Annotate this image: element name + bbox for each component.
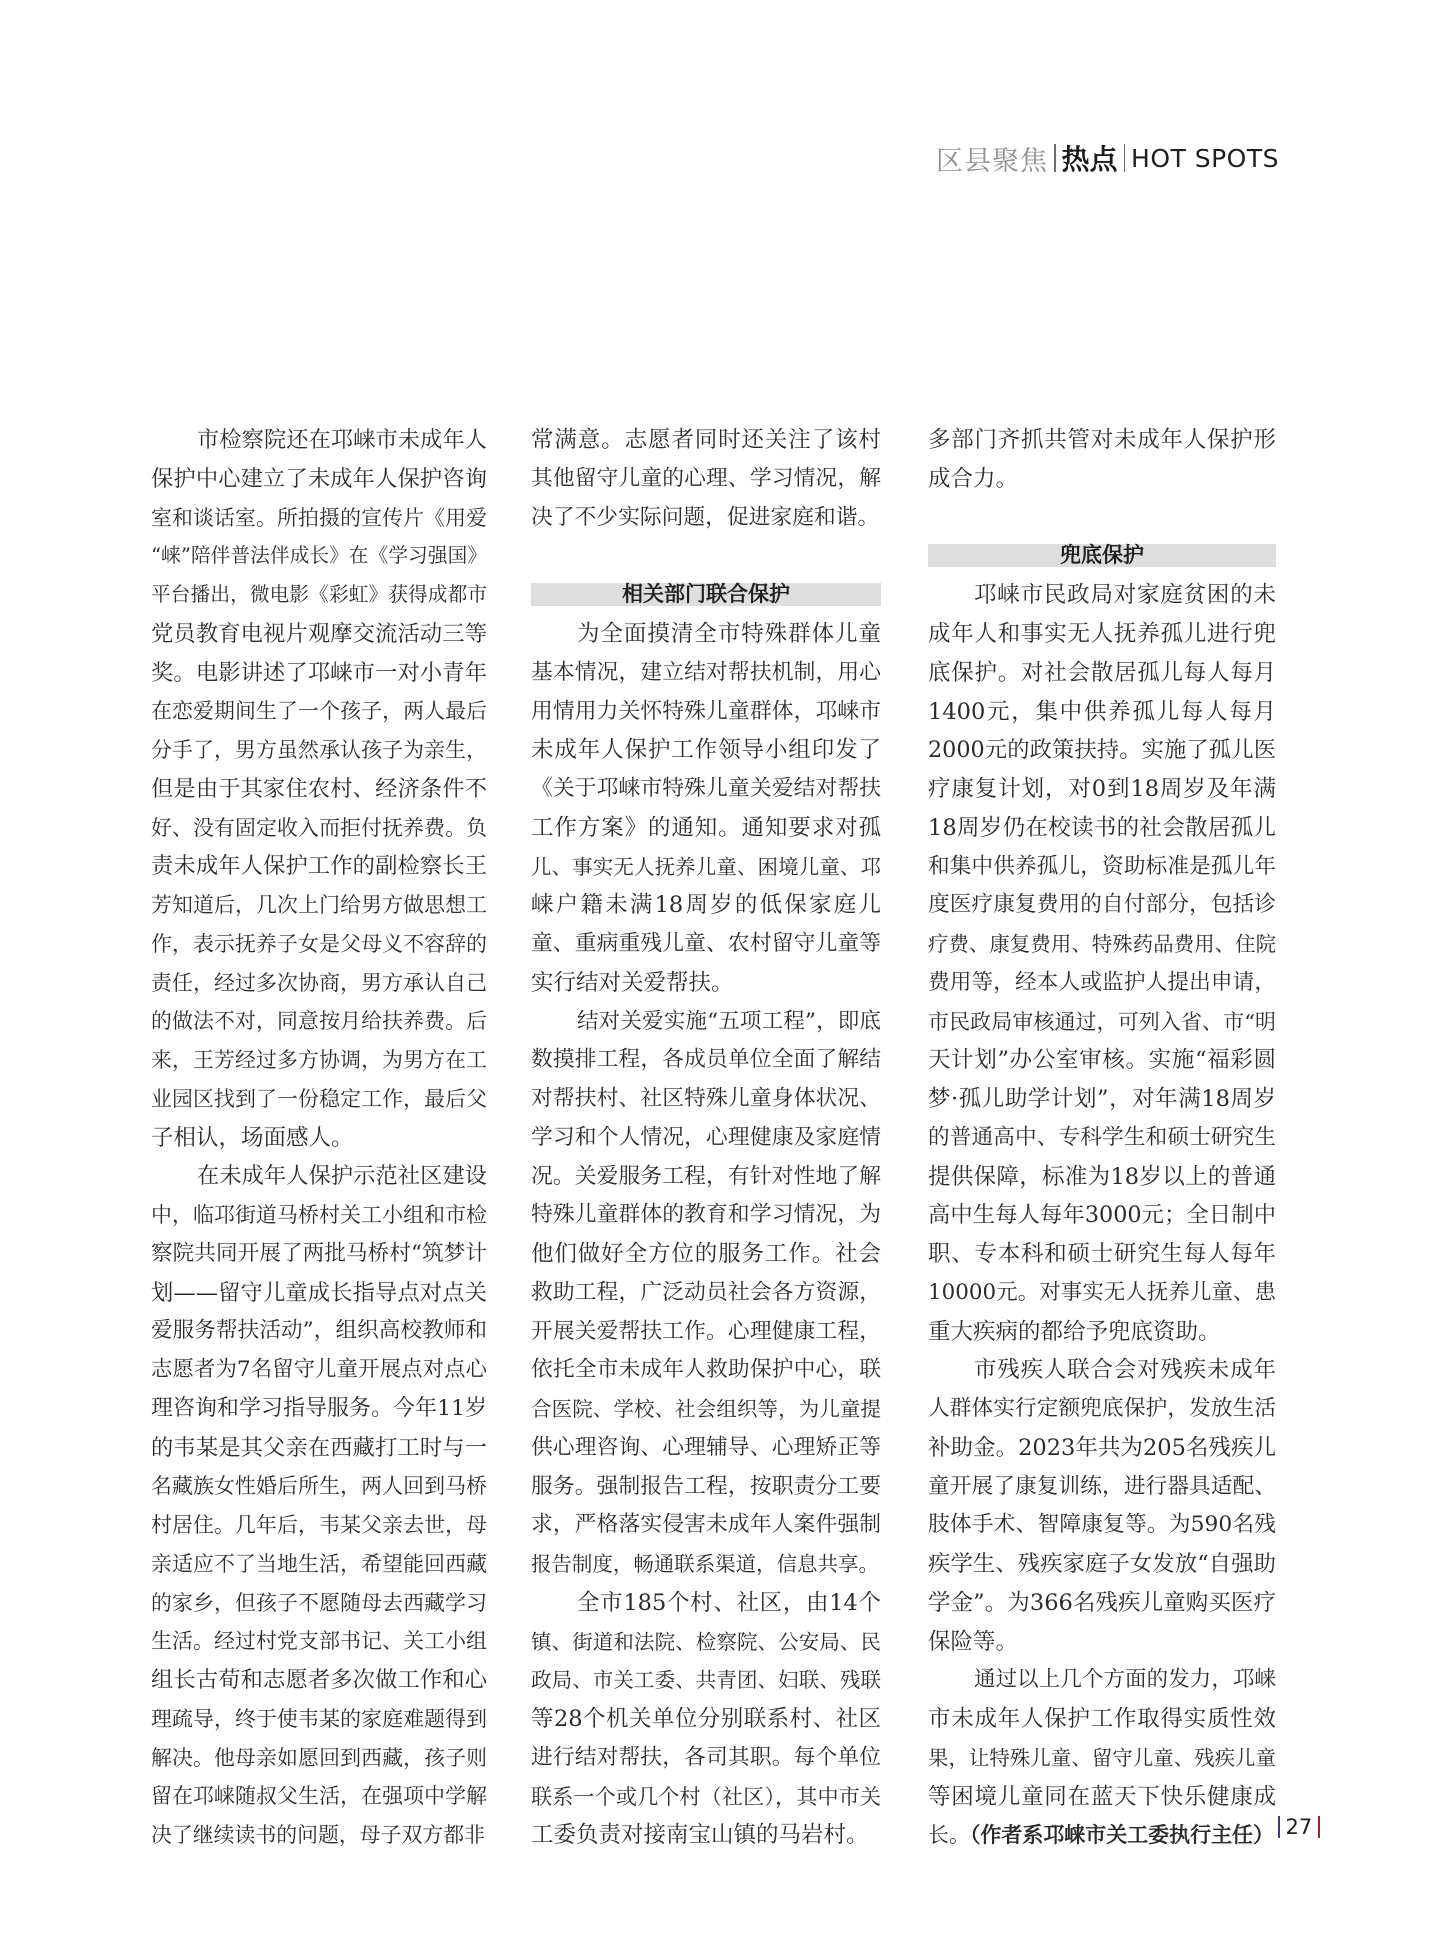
paragraph-line: 名藏族女性婚后所生，两人回到马桥 (151, 1474, 487, 1499)
running-header (936, 138, 1279, 178)
paragraph-line: 察院共同开展了两批马桥村“筑梦计 (151, 1240, 487, 1266)
paragraph-line: 2000元的政策扶持。实施了孤儿医 (928, 737, 1276, 764)
paragraph-line: 童、重病重残儿童、农村留守儿童等 (531, 931, 881, 956)
header-hot-label: 热点 (1061, 143, 1118, 176)
paragraph-line: 子相认，场面感人。 (151, 1124, 354, 1151)
paragraph-line: 救助工程，广泛动员社会各方资源， (531, 1279, 881, 1305)
paragraph-line: 底保护。对社会散居孤儿每人每月 (928, 659, 1276, 686)
paragraph-line: 理疏导，终于使韦某的家庭难题得到 (151, 1706, 487, 1731)
paragraph-line: 的普通高中、专科学生和硕士研究生 (928, 1124, 1276, 1150)
section-heading: 相关部门联合保护 (531, 583, 881, 606)
paragraph-line: 芳知道后，几次上门给男方做思想工 (151, 893, 487, 917)
header-divider (1124, 144, 1126, 172)
paragraph-line: 村居住。几年后，韦某父亲去世，母 (151, 1513, 487, 1537)
paragraph-line: 亲适应不了当地生活，希望能回西藏 (151, 1551, 487, 1576)
paragraph-line: 市民政局审核通过，可列入省、市“明 (928, 1009, 1276, 1034)
paragraph-line: 儿、事实无人抚养儿童、困境儿童、邛 (531, 854, 881, 879)
paragraph-line: 崃户籍未满18周岁的低保家庭儿 (531, 892, 881, 919)
paragraph-line: 常满意。志愿者同时还关注了该村 (531, 427, 881, 453)
paragraph-line: 责任，经过多次协商，男方承认自己 (151, 970, 487, 995)
paragraph-line: 划——留守儿童成长指导点对点关 (151, 1279, 487, 1306)
article-column-3 (928, 421, 1276, 1855)
paragraph-line: 等困境儿童同在蓝天下快乐健康成 (928, 1783, 1276, 1810)
article-column-2 (531, 421, 881, 1855)
page-number (1272, 1815, 1326, 1839)
paragraph-line: 梦·孤儿助学计划”，对年满18周岁 (928, 1086, 1276, 1112)
paragraph-line: 果，让特殊儿童、留守儿童、残疾儿童 (928, 1745, 1276, 1770)
paragraph-line (928, 1816, 1276, 1855)
paragraph-line: 未成年人保护工作领导小组印发了 (531, 737, 881, 764)
paragraph-line: 成合力。 (928, 465, 1019, 492)
header-english-label: HOT SPOTS (1131, 143, 1279, 173)
paragraph-line: 进行结对帮扶，各司其职。每个单位 (531, 1744, 881, 1770)
paragraph-line: 市检察院还在邛崃市未成年人 (197, 427, 487, 453)
paragraph-line: 生活。经过村党支部书记、关工小组 (151, 1629, 487, 1654)
paragraph-line: 志愿者为7名留守儿童开展点对点心 (151, 1357, 487, 1382)
paragraph-line: 实行结对关爱帮扶。 (531, 969, 734, 996)
paragraph-line: 的韦某是其父亲在西藏打工时与一 (151, 1434, 487, 1461)
paragraph-line: 数摸排工程，各成员单位全面了解结 (531, 1047, 881, 1073)
header-section-name: 区县聚焦 (936, 145, 1049, 177)
page-number-value: 27 (1285, 1815, 1313, 1839)
paragraph-line: 结对关爱实施“五项工程”，即底 (577, 1008, 881, 1034)
paragraph-line: 留在邛崃随叔父生活，在强项中学解 (151, 1784, 487, 1809)
paragraph-line: 好、没有固定收入而拒付抚养费。负 (151, 815, 487, 840)
paragraph-line: 基本情况，建立结对帮扶机制，用心 (531, 659, 881, 685)
section-gap (928, 499, 1276, 538)
paragraph-line: 平台播出，微电影《彩虹》获得成都市 (151, 583, 487, 606)
paragraph-line: 其他留守儿童的心理、学习情况，解 (531, 465, 881, 491)
paragraph-line: 的做法不对，同意按月给扶养费。后 (151, 1009, 487, 1034)
closing-text: 长。 (928, 1823, 970, 1848)
paragraph-line: 特殊儿童群体的教育和学习情况，为 (531, 1202, 881, 1228)
paragraph-line: 度医疗康复费用的自付部分，包括诊 (928, 892, 1276, 918)
paragraph-line: 在恋爱期间生了一个孩子，两人最后 (151, 699, 487, 724)
paragraph-line: 解决。他母亲如愿回到西藏，孩子则 (151, 1745, 487, 1770)
paragraph-line: 疾学生、残疾家庭子女发放“自强助 (928, 1551, 1276, 1577)
section-gap (531, 537, 881, 576)
page-number-divider (1318, 1816, 1320, 1838)
paragraph-line: 重大疾病的都给予兜底资助。 (928, 1318, 1221, 1345)
paragraph-line: 《关于邛崃市特殊儿童关爱结对帮扶 (531, 776, 881, 801)
paragraph-line: 决了继续读书的问题，母子双方都非 (151, 1823, 485, 1847)
paragraph-line: 报告制度，畅通联系渠道，信息共享。 (531, 1552, 879, 1576)
paragraph-line: 18周岁仍在校读书的社会散居孤儿 (928, 814, 1276, 841)
article-column-1 (151, 421, 487, 1855)
paragraph-line: 党员教育电视片观摩交流活动三等 (151, 620, 487, 647)
paragraph-line: 高中生每人每年3000元；全日制中 (928, 1202, 1276, 1229)
paragraph-line: 决了不少实际问题，促进家庭和谐。 (531, 504, 880, 530)
paragraph-line: 爱服务帮扶活动”，组织高校教师和 (151, 1318, 487, 1344)
paragraph-line: 供心理咨询、心理辅导、心理矫正等 (531, 1434, 881, 1460)
paragraph-line: 等28个机关单位分别联系村、社区 (531, 1706, 881, 1732)
paragraph-line: 镇、街道和法院、检察院、公安局、民 (531, 1629, 881, 1654)
paragraph-line: 况。关爱服务工程，有针对性地了解 (531, 1163, 881, 1189)
paragraph-line: 他们做好全方位的服务工作。社会 (531, 1241, 881, 1267)
paragraph-line: 人群体实行定额兜底保护，发放生活 (928, 1396, 1276, 1421)
paragraph-line: 合医院、学校、社会组织等，为儿童提 (531, 1397, 881, 1421)
paragraph-line: 理咨询和学习指导服务。今年11岁 (151, 1395, 487, 1421)
paragraph-line: 职、专本科和硕士研究生每人每年 (928, 1241, 1276, 1267)
paragraph-line: 中，临邛街道马桥村关工小组和市检 (151, 1203, 487, 1227)
paragraph-line: 来，王芳经过多方协调，为男方在工 (151, 1048, 487, 1072)
paragraph-line: 邛崃市民政局对家庭贫困的未 (974, 582, 1276, 609)
paragraph-line: 求，严格落实侵害未成年人案件强制 (531, 1512, 881, 1538)
paragraph-line: 全市185个村、社区，由14个 (577, 1589, 881, 1616)
paragraph-line: 童开展了康复训练，进行器具适配、 (928, 1473, 1276, 1499)
paragraph-line: 室和谈话室。所拍摄的宣传片《用爱 (151, 505, 487, 530)
paragraph-line: 政局、市关工委、共青团、妇联、残联 (531, 1668, 881, 1693)
paragraph-line: 但是由于其家住农村、经济条件不 (151, 775, 487, 802)
paragraph-line: 学金”。为366名残疾儿童购买医疗 (928, 1589, 1276, 1616)
paragraph-line: “崃”陪伴普法伴成长》在《学习强国》 (151, 544, 487, 568)
paragraph-line: 保险等。 (928, 1628, 1019, 1655)
paragraph-line: 成年人和事实无人抚养孤儿进行兜 (928, 621, 1276, 647)
paragraph-line: 服务。强制报告工程，按职责分工要 (531, 1473, 881, 1499)
paragraph-line: 补助金。2023年共为205名残疾儿 (928, 1434, 1276, 1461)
paragraph-line: 分手了，男方虽然承认孩子为亲生， (151, 738, 487, 762)
header-divider (1054, 144, 1056, 172)
paragraph-line: 工委负责对接南宝山镇的马岩村。 (531, 1822, 869, 1849)
paragraph-line: 的家乡，但孩子不愿随母去西藏学习 (151, 1590, 487, 1615)
paragraph-line: 天计划”办公室审核。实施“福彩圆 (928, 1047, 1276, 1074)
paragraph-line: 1400元，集中供养孤儿每人每月 (928, 698, 1276, 725)
paragraph-line: 市未成年人保护工作取得实质性效 (928, 1706, 1276, 1732)
section-heading: 兜底保护 (928, 544, 1276, 567)
paragraph-line: 对帮扶村、社区特殊儿童身体状况、 (531, 1086, 881, 1111)
paragraph-line: 作，表示抚养子女是父母义不容辞的 (151, 931, 487, 956)
paragraph-line: 开展关爱帮扶工作。心理健康工程， (531, 1318, 881, 1344)
paragraph-line: 通过以上几个方面的发力，邛崃 (974, 1667, 1276, 1693)
paragraph-line: 多部门齐抓共管对未成年人保护形 (928, 427, 1276, 453)
paragraph-line: 学习和个人情况，心理健康及家庭情 (531, 1124, 881, 1150)
paragraph-line: 10000元。对事实无人抚养儿童、患 (928, 1279, 1276, 1305)
paragraph-line: 联系一个或几个村（社区），其中市关 (531, 1783, 881, 1809)
paragraph-line: 保护中心建立了未成年人保护咨询 (151, 465, 487, 492)
paragraph-line: 业园区找到了一份稳定工作，最后父 (151, 1086, 487, 1111)
paragraph-line: 在未成年人保护示范社区建设 (197, 1163, 487, 1190)
paragraph-line: 为全面摸清全市特殊群体儿童 (577, 621, 881, 647)
paragraph-line: 奖。电影讲述了邛崃市一对小青年 (151, 659, 487, 686)
paragraph-line: 责未成年人保护工作的副检察长王 (151, 853, 487, 880)
paragraph-line: 提供保障，标准为18岁以上的普通 (928, 1163, 1276, 1190)
paragraph-line: 组长古荀和志愿者多次做工作和心 (151, 1667, 487, 1693)
paragraph-line: 依托全市未成年人救助保护中心，联 (531, 1357, 881, 1383)
paragraph-line: 肢体手术、智障康复等。为590名残 (928, 1512, 1276, 1538)
paragraph-line: 疗康复计划，对0到18周岁及年满 (928, 776, 1276, 802)
author-byline: （作者系邛崃市关工委执行主任） (969, 1823, 1274, 1848)
paragraph-line: 用情用力关怀特殊儿童群体，邛崃市 (531, 698, 881, 724)
paragraph-line: 和集中供养孤儿，资助标准是孤儿年 (928, 853, 1276, 879)
paragraph-line: 费用等，经本人或监护人提出申请， (928, 969, 1276, 995)
page-number-divider (1278, 1816, 1280, 1838)
paragraph-line: 市残疾人联合会对残疾未成年 (974, 1357, 1276, 1384)
paragraph-line: 工作方案》的通知。通知要求对孤 (531, 814, 881, 841)
paragraph-line: 疗费、康复费用、特殊药品费用、住院 (928, 932, 1276, 956)
